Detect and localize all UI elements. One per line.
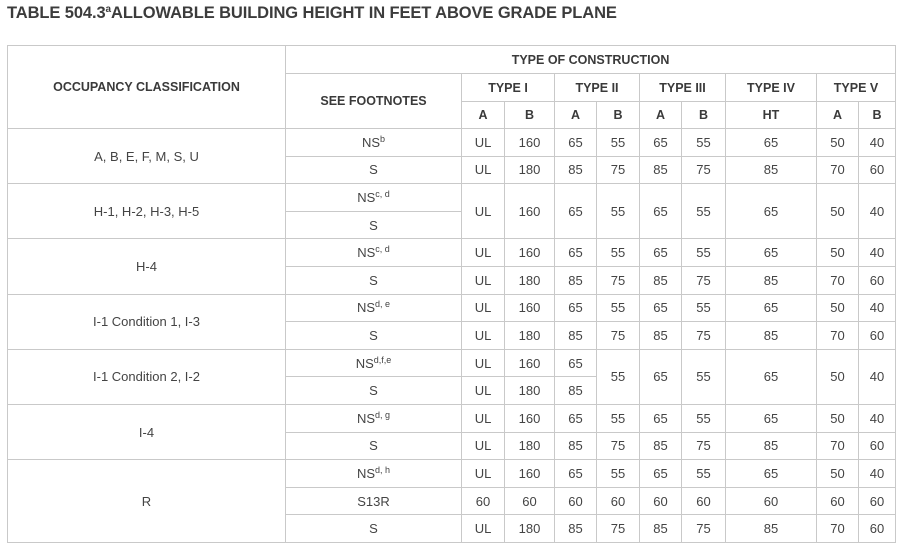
value-cell: 40	[859, 129, 896, 157]
value-cell: 60	[817, 487, 859, 515]
footnote-cell: S	[286, 322, 462, 350]
value-cell: 60	[640, 487, 682, 515]
footnote-cell: S	[286, 432, 462, 460]
height-table	[7, 45, 896, 543]
occupancy-cell: R	[8, 460, 286, 543]
value-cell: 180	[505, 322, 555, 350]
value-cell: UL	[462, 294, 505, 322]
value-cell: 160	[505, 184, 555, 239]
value-cell: 60	[555, 487, 597, 515]
value-cell: 180	[505, 266, 555, 294]
footnote-cell: NS$^{c, d}$	[286, 239, 462, 267]
type-iii-header: TYPE III	[640, 74, 726, 102]
value-cell: UL	[462, 129, 505, 157]
value-cell: 85	[640, 432, 682, 460]
value-cell: UL	[462, 432, 505, 460]
table-number: TABLE 504.3	[7, 4, 106, 22]
value-cell: 160	[505, 129, 555, 157]
value-cell: 55	[597, 239, 640, 267]
type-iv-header: TYPE IV	[726, 74, 817, 102]
value-cell: 50	[817, 129, 859, 157]
value-cell: 65	[640, 349, 682, 404]
occupancy-cell: I-1 Condition 2, I-2	[8, 349, 286, 404]
value-cell: 75	[682, 515, 726, 543]
value-cell: 75	[682, 156, 726, 184]
value-cell: 65	[555, 349, 597, 377]
footnote-cell: S	[286, 515, 462, 543]
occupancy-cell: I-4	[8, 404, 286, 459]
occupancy-cell: H-1, H-2, H-3, H-5	[8, 184, 286, 239]
value-cell: 70	[817, 156, 859, 184]
value-cell: 65	[726, 404, 817, 432]
value-cell: 160	[505, 239, 555, 267]
value-cell: 75	[682, 266, 726, 294]
footnote-cell: NS$^{d,f,e}$	[286, 349, 462, 377]
value-cell: 50	[817, 239, 859, 267]
value-cell: 160	[505, 294, 555, 322]
footnote-cell: S	[286, 266, 462, 294]
construction-header: TYPE OF CONSTRUCTION	[286, 46, 896, 74]
value-cell: 55	[682, 460, 726, 488]
sub-header: A	[462, 102, 505, 129]
value-cell: 60	[505, 487, 555, 515]
table-row	[8, 460, 896, 488]
value-cell: 60	[859, 432, 896, 460]
occupancy-header: OCCUPANCY CLASSIFICATION	[8, 46, 286, 129]
value-cell: 55	[597, 349, 640, 404]
value-cell: 65	[726, 460, 817, 488]
footnote-cell: S13R	[286, 487, 462, 515]
value-cell: UL	[462, 404, 505, 432]
value-cell: 50	[817, 349, 859, 404]
value-cell: 180	[505, 156, 555, 184]
value-cell: 160	[505, 404, 555, 432]
value-cell: 85	[726, 515, 817, 543]
table-row	[8, 184, 896, 212]
value-cell: 65	[726, 349, 817, 404]
value-cell: 60	[859, 322, 896, 350]
value-cell: 85	[555, 322, 597, 350]
value-cell: 75	[597, 322, 640, 350]
value-cell: 65	[640, 129, 682, 157]
title-text: ALLOWABLE BUILDING HEIGHT IN FEET ABOVE GRADE PLANE	[111, 4, 617, 22]
value-cell: 65	[640, 460, 682, 488]
footnote-cell: $NS^b$	[286, 129, 462, 157]
sub-header: HT	[726, 102, 817, 129]
value-cell: 65	[555, 184, 597, 239]
value-cell: 50	[817, 404, 859, 432]
value-cell: 40	[859, 349, 896, 404]
footnote-cell: S	[286, 377, 462, 405]
value-cell: 70	[817, 432, 859, 460]
value-cell: 85	[640, 322, 682, 350]
value-cell: 55	[597, 460, 640, 488]
value-cell: 85	[726, 432, 817, 460]
value-cell: 70	[817, 266, 859, 294]
value-cell: UL	[462, 460, 505, 488]
value-cell: 70	[817, 322, 859, 350]
table-row	[8, 294, 896, 322]
sub-header: A	[817, 102, 859, 129]
value-cell: 65	[640, 239, 682, 267]
title-footnote-mark: a	[105, 4, 112, 15]
value-cell: 160	[505, 349, 555, 377]
value-cell: 65	[726, 294, 817, 322]
value-cell: 50	[817, 294, 859, 322]
value-cell: UL	[462, 515, 505, 543]
value-cell: 75	[597, 156, 640, 184]
value-cell: 60	[462, 487, 505, 515]
value-cell: 65	[555, 460, 597, 488]
value-cell: 60	[726, 487, 817, 515]
value-cell: 65	[555, 294, 597, 322]
value-cell: 75	[597, 515, 640, 543]
value-cell: 40	[859, 239, 896, 267]
value-cell: 85	[726, 266, 817, 294]
value-cell: 65	[640, 184, 682, 239]
sub-header: A	[555, 102, 597, 129]
value-cell: 55	[682, 349, 726, 404]
value-cell: 65	[726, 129, 817, 157]
value-cell: 55	[597, 404, 640, 432]
value-cell: 65	[726, 184, 817, 239]
value-cell: 55	[682, 184, 726, 239]
footnote-cell: NS$^{c, d}$	[286, 184, 462, 212]
value-cell: 65	[555, 239, 597, 267]
value-cell: 55	[597, 294, 640, 322]
value-cell: 40	[859, 294, 896, 322]
value-cell: 70	[817, 515, 859, 543]
value-cell: 50	[817, 184, 859, 239]
type-ii-header: TYPE II	[555, 74, 640, 102]
value-cell: 65	[726, 239, 817, 267]
value-cell: 85	[555, 432, 597, 460]
sub-header: B	[597, 102, 640, 129]
value-cell: 85	[555, 377, 597, 405]
value-cell: 85	[726, 156, 817, 184]
value-cell: 55	[597, 184, 640, 239]
value-cell: 160	[505, 460, 555, 488]
value-cell: 40	[859, 460, 896, 488]
table-row	[8, 239, 896, 267]
value-cell: UL	[462, 322, 505, 350]
sub-header: B	[682, 102, 726, 129]
value-cell: 60	[597, 487, 640, 515]
value-cell: UL	[462, 184, 505, 239]
value-cell: 75	[682, 322, 726, 350]
value-cell: 60	[682, 487, 726, 515]
value-cell: 55	[682, 404, 726, 432]
value-cell: 85	[726, 322, 817, 350]
header-row-1	[8, 46, 896, 74]
value-cell: 50	[817, 460, 859, 488]
footnote-cell: NS$^{d, h}$	[286, 460, 462, 488]
value-cell: 180	[505, 432, 555, 460]
footnote-cell: S	[286, 156, 462, 184]
table-row	[8, 129, 896, 157]
value-cell: 75	[597, 432, 640, 460]
table-title	[7, 4, 617, 23]
value-cell: 40	[859, 184, 896, 239]
value-cell: 85	[555, 515, 597, 543]
value-cell: 85	[640, 515, 682, 543]
occupancy-cell: I-1 Condition 1, I-3	[8, 294, 286, 349]
table-row	[8, 404, 896, 432]
value-cell: 85	[640, 156, 682, 184]
value-cell: UL	[462, 377, 505, 405]
value-cell: UL	[462, 156, 505, 184]
value-cell: 75	[597, 266, 640, 294]
value-cell: 55	[682, 239, 726, 267]
value-cell: 55	[682, 294, 726, 322]
footnotes-header: SEE FOOTNOTES	[286, 74, 462, 129]
table-row	[8, 349, 896, 377]
occupancy-cell: H-4	[8, 239, 286, 294]
value-cell: 180	[505, 515, 555, 543]
footnote-cell: S	[286, 211, 462, 239]
sub-header: B	[505, 102, 555, 129]
value-cell: 85	[555, 156, 597, 184]
value-cell: 55	[682, 129, 726, 157]
value-cell: 60	[859, 266, 896, 294]
value-cell: 65	[555, 129, 597, 157]
value-cell: 60	[859, 156, 896, 184]
footnote-cell: NS$^{d, e}$	[286, 294, 462, 322]
value-cell: 85	[640, 266, 682, 294]
type-i-header: TYPE I	[462, 74, 555, 102]
value-cell: 85	[555, 266, 597, 294]
type-v-header: TYPE V	[817, 74, 896, 102]
value-cell: UL	[462, 349, 505, 377]
value-cell: 65	[640, 294, 682, 322]
value-cell: 40	[859, 404, 896, 432]
value-cell: 60	[859, 487, 896, 515]
footnote-cell: NS$^{d, g}$	[286, 404, 462, 432]
value-cell: 75	[682, 432, 726, 460]
sub-header: B	[859, 102, 896, 129]
value-cell: UL	[462, 266, 505, 294]
value-cell: 180	[505, 377, 555, 405]
value-cell: 55	[597, 129, 640, 157]
value-cell: 60	[859, 515, 896, 543]
occupancy-cell: A, B, E, F, M, S, U	[8, 129, 286, 184]
sub-header: A	[640, 102, 682, 129]
value-cell: UL	[462, 239, 505, 267]
value-cell: 65	[640, 404, 682, 432]
value-cell: 65	[555, 404, 597, 432]
